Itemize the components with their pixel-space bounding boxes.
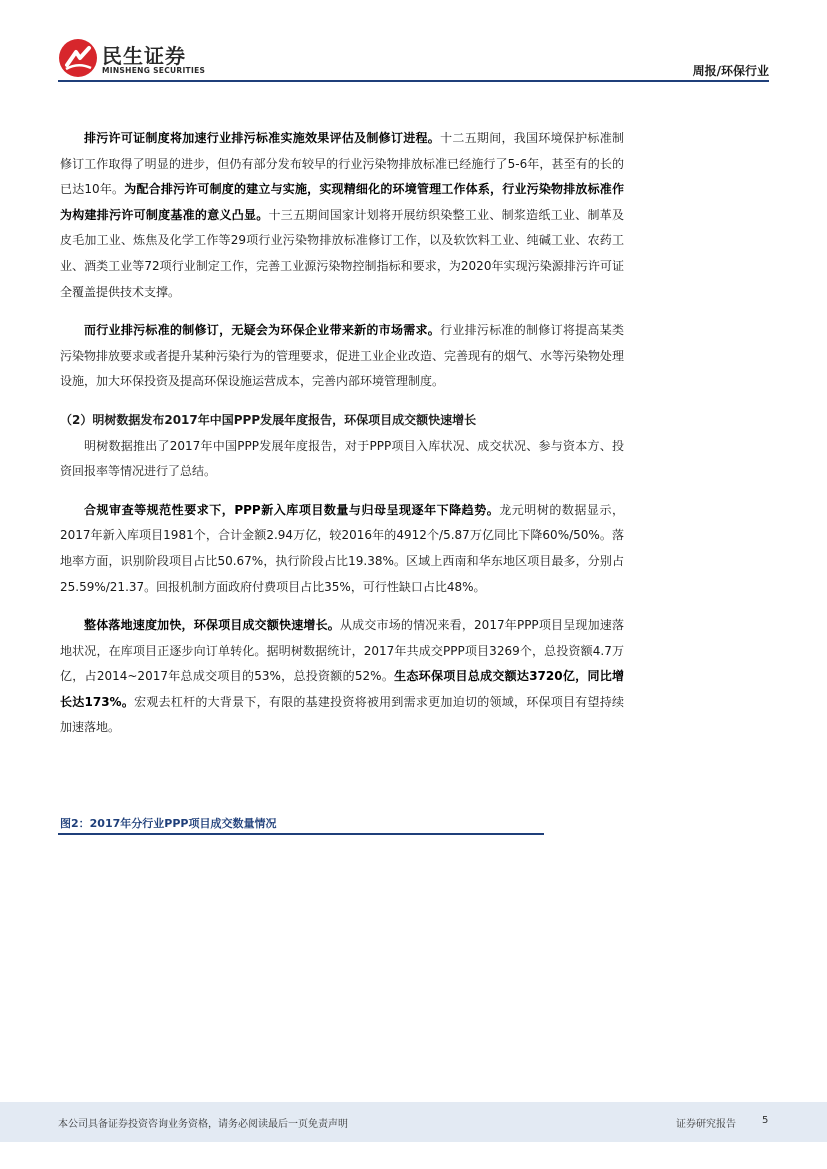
header-divider (58, 80, 769, 82)
body-text: 明树数据推出了2017年中国PPP发展年度报告，对于PPP项目入库状况、成交状况、参与资本方、投资回报率等情况进行了总结。 (60, 438, 624, 479)
body-text: 行业排污标准的制修订将提高某类污染物排放要求或者提升某种污染行为的管理要求，促进工业企业改造、完善现有的烟气、水等污染物处理设施，加大环保投资及提高环保设施运营成本，完善内部环境管理制度。 (60, 323, 625, 389)
company-logo (58, 38, 218, 80)
figure-divider (58, 833, 544, 835)
paragraph-discharge-permit (60, 126, 624, 305)
body-text: 宏观去杠杆的大背景下，有限的基建投资将被用到需求更加迫切的领域，环保项目有望持续加速落地。 (60, 694, 624, 735)
page-number: 5 (762, 1115, 769, 1126)
paragraph-ppp-report (60, 434, 624, 485)
figure-title: 图2：2017年分行业PPP项目成交数量情况 (60, 817, 277, 830)
paragraph-ppp-new-projects (60, 498, 624, 600)
footer-report-label: 证券研究报告 (676, 1119, 736, 1130)
footer-disclaimer: 本公司具备证券投资咨询业务资格，请务必阅读最后一页免责声明 (58, 1119, 348, 1130)
body-text: 龙元明树的数据显示，2017年新入库项目1981个，合计金额2.94万亿，较2016年的4912个/5.87万亿同比下降60%/50%。落地率方面，识别阶段项目占比50.67%，执行阶段占比19.38%。区域上西南和华东地区项目最多，分别占25.59%/21.37。回报机制方面政府付费项目占比35%，可行性缺口占比48%。 (60, 502, 624, 594)
page-footer (0, 1102, 827, 1142)
bold-lead: 而行业排污标准的制修订，无疑会为环保企业带来新的市场需求。 (84, 323, 441, 338)
bold-lead: 整体落地速度加快，环保项目成交额快速增长。 (84, 618, 340, 633)
paragraph-market-demand (60, 318, 624, 395)
bold-lead: 排污许可证制度将加速行业排污标准实施效果评估及制修订进程。 (84, 131, 441, 145)
report-body (60, 126, 624, 754)
bold-text: 生态环保项目总成交额达3720亿，同比增长达173%。 (60, 669, 625, 709)
body-text: 十二五期间，我国环境保护标准制修订工作取得了明显的进步，但仍有部分发布较早的行业污染物排放标准已经施行了5-6年，甚至有的长的已达10年。 (60, 131, 624, 197)
paragraph-ppp-deals (60, 613, 624, 741)
logo-chinese-name: 民生证券 (102, 44, 186, 68)
bold-lead: 合规审查等规范性要求下，PPP新入库项目数量与归母呈现逐年下降趋势。 (84, 502, 500, 517)
body-text: 从成交市场的情况来看，2017年PPP项目呈现加速落地状况，在库项目正逐步向订单转化。据明树数据统计，2017年共成交PPP项目3269个，总投资额4.7万亿，占2014~2017年总成交项目的53%，总投资额的52%。 (60, 618, 624, 684)
logo-english-name: MINSHENG SECURITIES (102, 66, 206, 75)
report-type: 周报/环保行业 (692, 64, 769, 78)
minsheng-logo-icon (58, 38, 98, 78)
bold-text: 为配合排污许可制度的建立与实施，实现精细化的环境管理工作体系，行业污染物排放标准作为构建排污许可制度基准的意义凸显。 (60, 182, 624, 222)
body-text: 十三五期间国家计划将开展纺织染整工业、制浆造纸工业、制革及皮毛加工业、炼焦及化学工作等29项行业污染物排放标准修订工作，以及软饮料工业、纯碱工业、农药工业、酒类工业等72项行业制定工作，完善工业源污染物控制指标和要求，为2020年实现污染源排污许可证全覆盖提供技术支撑。 (60, 207, 624, 299)
section-heading: （2）明树数据发布2017年中国PPP发展年度报告，环保项目成交额快速增长 (60, 412, 477, 427)
